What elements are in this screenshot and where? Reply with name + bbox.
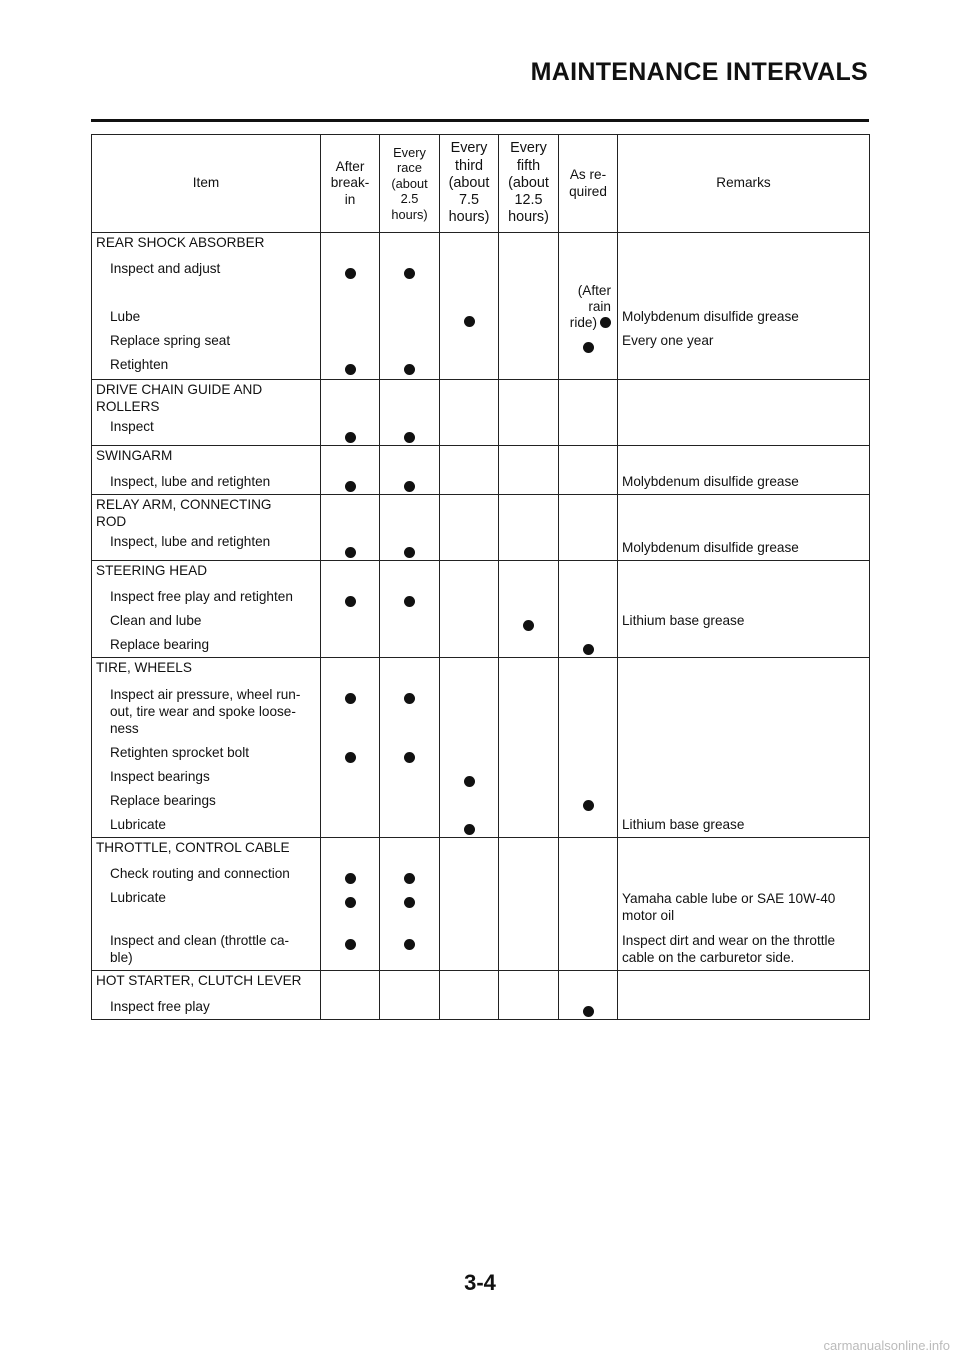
mark-dot: [404, 752, 415, 763]
header-every-race: Every race (about 2.5 hours): [380, 135, 440, 233]
item-label: Retighten: [110, 357, 169, 372]
group-title: REAR SHOCK ABSORBER: [96, 235, 265, 250]
item-label: Inspect bearings: [110, 769, 210, 784]
mark-dot: [345, 481, 356, 492]
item-label: Retighten sprocket bolt: [110, 745, 250, 760]
group-title: SWINGARM: [96, 448, 173, 463]
item-label: Replace bearing: [110, 637, 209, 652]
group-title: THROTTLE, CONTROL CABLE: [96, 840, 290, 855]
mark-dot: [345, 873, 356, 884]
group-hot-starter: [92, 971, 870, 1020]
remark-text: Molybdenum disulfide grease: [622, 309, 799, 324]
group-steering-head: [92, 561, 870, 658]
group-tire-wheels: [92, 658, 870, 838]
mark-dot: [404, 897, 415, 908]
mark-dot: [345, 693, 356, 704]
item-label: Inspect, lube and retighten: [110, 474, 271, 489]
header-remarks: Remarks: [618, 135, 870, 233]
group-relay-arm: [92, 495, 870, 561]
group-title: RELAY ARM, CONNECTING ROD: [96, 497, 272, 529]
group-rear-shock: [92, 233, 870, 380]
item-label: Inspect air pressure, wheel run- out, tire wear and spoke loose- ness: [110, 687, 301, 736]
group-title: DRIVE CHAIN GUIDE AND ROLLERS: [96, 382, 263, 414]
header-every-fifth: Every fifth (about 12.5 hours): [499, 135, 559, 233]
group-title: TIRE, WHEELS: [96, 660, 192, 675]
group-title: HOT STARTER, CLUTCH LEVER: [96, 973, 302, 988]
maintenance-table: [91, 134, 870, 1020]
remark-text: Molybdenum disulfide grease: [622, 474, 799, 489]
item-label: Replace bearings: [110, 793, 216, 808]
mark-dot: [345, 268, 356, 279]
mark-dot: [404, 693, 415, 704]
title-rule: [91, 119, 869, 122]
header-as-required: As re- quired: [559, 135, 618, 233]
mark-dot: [464, 776, 475, 787]
mark-dot: [404, 432, 415, 443]
remark-text: Every one year: [622, 333, 714, 348]
item-label: Inspect, lube and retighten: [110, 534, 271, 549]
mark-dot: [345, 547, 356, 558]
as-required-note: (After rain ride): [569, 283, 611, 330]
group-swingarm: [92, 446, 870, 495]
mark-dot: [404, 481, 415, 492]
mark-dot: [404, 364, 415, 375]
item-label: Clean and lube: [110, 613, 202, 628]
mark-dot: [404, 873, 415, 884]
group-drive-chain: [92, 380, 870, 446]
mark-dot: [404, 939, 415, 950]
item-label: Lube: [110, 309, 141, 324]
item-label: Inspect and adjust: [110, 261, 221, 276]
page-title: MAINTENANCE INTERVALS: [530, 58, 868, 86]
header-item: Item: [92, 135, 321, 233]
mark-dot: [600, 317, 611, 328]
item-label: Inspect free play and retighten: [110, 589, 293, 604]
mark-dot: [404, 596, 415, 607]
mark-dot: [345, 596, 356, 607]
item-label: Inspect free play: [110, 999, 210, 1014]
header-after-breakin: After break- in: [321, 135, 380, 233]
mark-dot: [583, 800, 594, 811]
item-label: Replace spring seat: [110, 333, 231, 348]
page-number: 3-4: [464, 1270, 496, 1295]
item-label: Check routing and connection: [110, 866, 290, 881]
mark-dot: [404, 268, 415, 279]
header-every-third: Every third (about 7.5 hours): [440, 135, 499, 233]
watermark: carmanualsonline.info: [823, 1338, 950, 1353]
mark-dot: [583, 1006, 594, 1017]
mark-dot: [345, 939, 356, 950]
group-title: STEERING HEAD: [96, 563, 208, 578]
mark-dot: [345, 752, 356, 763]
mark-dot: [345, 897, 356, 908]
mark-dot: [523, 620, 534, 631]
header-row: [92, 135, 870, 233]
item-label: Lubricate: [110, 890, 166, 905]
mark-dot: [583, 644, 594, 655]
remark-text: Lithium base grease: [622, 613, 745, 628]
mark-dot: [583, 342, 594, 353]
item-label: Lubricate: [110, 817, 166, 832]
item-label: Inspect and clean (throttle ca- ble): [110, 933, 290, 965]
mark-dot: [404, 547, 415, 558]
remark-text: Inspect dirt and wear on the throttle cable on the carburetor side.: [622, 933, 836, 965]
mark-dot: [345, 432, 356, 443]
mark-dot: [464, 316, 475, 327]
remark-text: Molybdenum disulfide grease: [622, 540, 799, 555]
group-throttle-cable: [92, 838, 870, 971]
remark-text: Yamaha cable lube or SAE 10W-40 motor oil: [622, 891, 836, 923]
mark-dot: [345, 364, 356, 375]
item-label: Inspect: [110, 419, 154, 434]
mark-dot: [464, 824, 475, 835]
remark-text: Lithium base grease: [622, 817, 745, 832]
